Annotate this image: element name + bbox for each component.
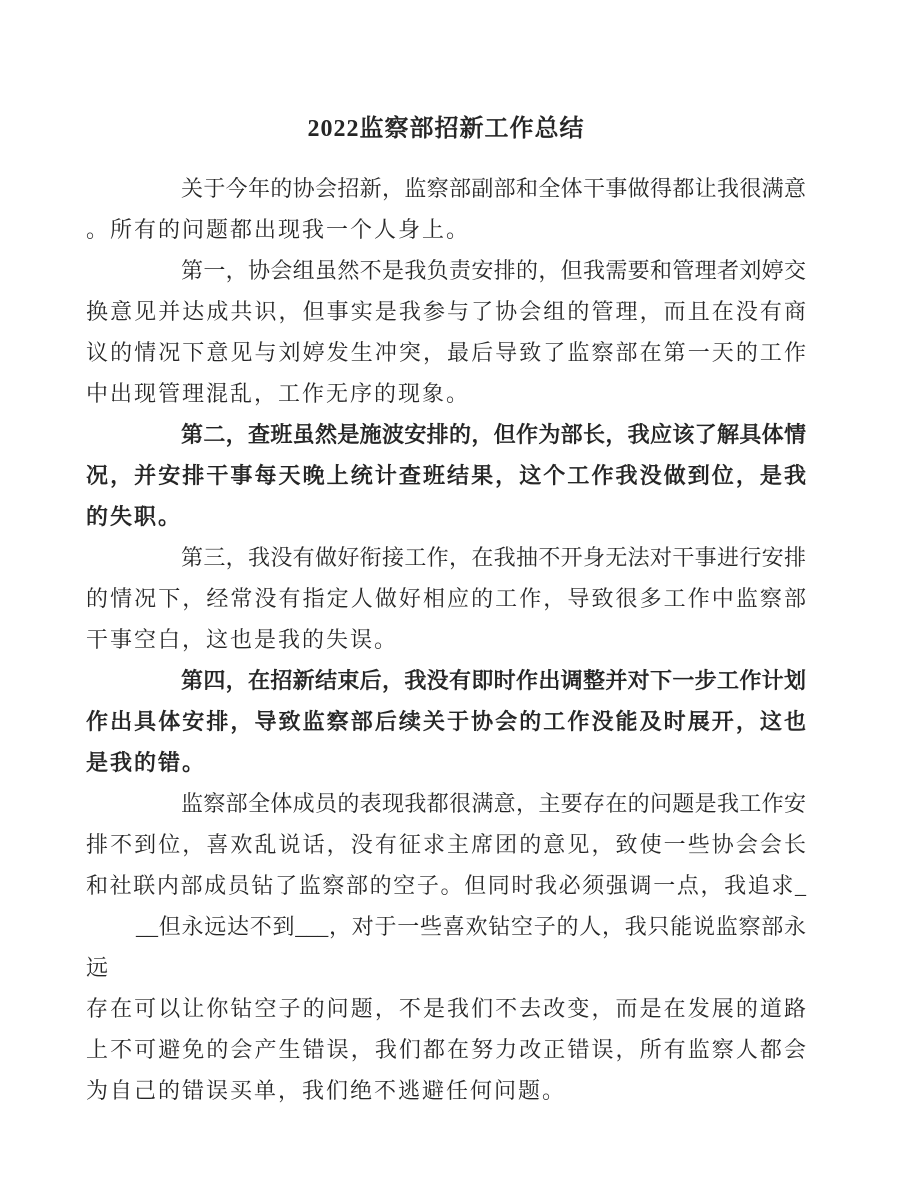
paragraph-intro xyxy=(86,168,806,250)
paragraph-first-point xyxy=(86,250,806,414)
text-line: 上不可避免的会产生错误，我们都在努力改正错误，所有监察人都会 xyxy=(86,1037,806,1062)
text-line: 排不到位，喜欢乱说话，没有征求主席团的意见，致使一些协会会长 xyxy=(86,832,806,857)
paragraph-second-point xyxy=(86,414,806,537)
text-line: 中出现管理混乱，工作无序的现象。 xyxy=(86,381,471,406)
text-line: 况，并安排干事每天晚上统计查班结果，这个工作我没做到位，是我 xyxy=(86,463,806,488)
text-line: 是我的错。 xyxy=(86,750,207,775)
paragraph-fourth-point xyxy=(86,660,806,783)
text-line: 第三，我没有做好衔接工作，在我抽不开身无法对干事进行安排 xyxy=(181,545,806,570)
text-line: 第一，协会组虽然不是我负责安排的，但我需要和管理者刘婷交 xyxy=(181,258,806,283)
paragraph-third-point xyxy=(86,537,806,660)
text-line: 关于今年的协会招新，监察部副部和全体干事做得都让我很满意 xyxy=(181,176,806,201)
text-line: 监察部全体成员的表现我都很满意，主要存在的问题是我工作安 xyxy=(181,791,806,816)
text-line: 第二，查班虽然是施波安排的，但作为部长，我应该了解具体情 xyxy=(181,422,806,447)
document-title: 2022监察部招新工作总结 xyxy=(307,116,585,142)
text-line: 干事空白，这也是我的失误。 xyxy=(86,627,399,652)
document-body xyxy=(86,109,806,1111)
text-line: 作出具体安排，导致监察部后续关于协会的工作没能及时展开，这也 xyxy=(86,709,806,734)
text-line: 的失职。 xyxy=(86,504,183,529)
text-line: 第四，在招新结束后，我没有即时作出调整并对下一步工作计划 xyxy=(181,668,806,693)
text-line: __但永远达不到___，对于一些喜欢钻空子的人，我只能说监察部永远 xyxy=(86,914,806,980)
text-line: 和社联内部成员钻了监察部的空子。但同时我必须强调一点，我追求_ xyxy=(86,873,806,898)
text-line: 为自己的错误买单，我们绝不逃避任何问题。 xyxy=(86,1078,567,1103)
text-line: 议的情况下意见与刘婷发生冲突，最后导致了监察部在第一天的工作 xyxy=(86,340,806,365)
paragraph-summary xyxy=(86,783,806,1111)
text-line: 的情况下，经常没有指定人做好相应的工作，导致很多工作中监察部 xyxy=(86,586,806,611)
text-line: 存在可以让你钻空子的问题，不是我们不去改变，而是在发展的道路 xyxy=(86,996,806,1021)
text-line: 。所有的问题都出现我一个人身上。 xyxy=(86,217,471,242)
text-line: 换意见并达成共识，但事实是我参与了协会组的管理，而且在没有商 xyxy=(86,299,806,324)
